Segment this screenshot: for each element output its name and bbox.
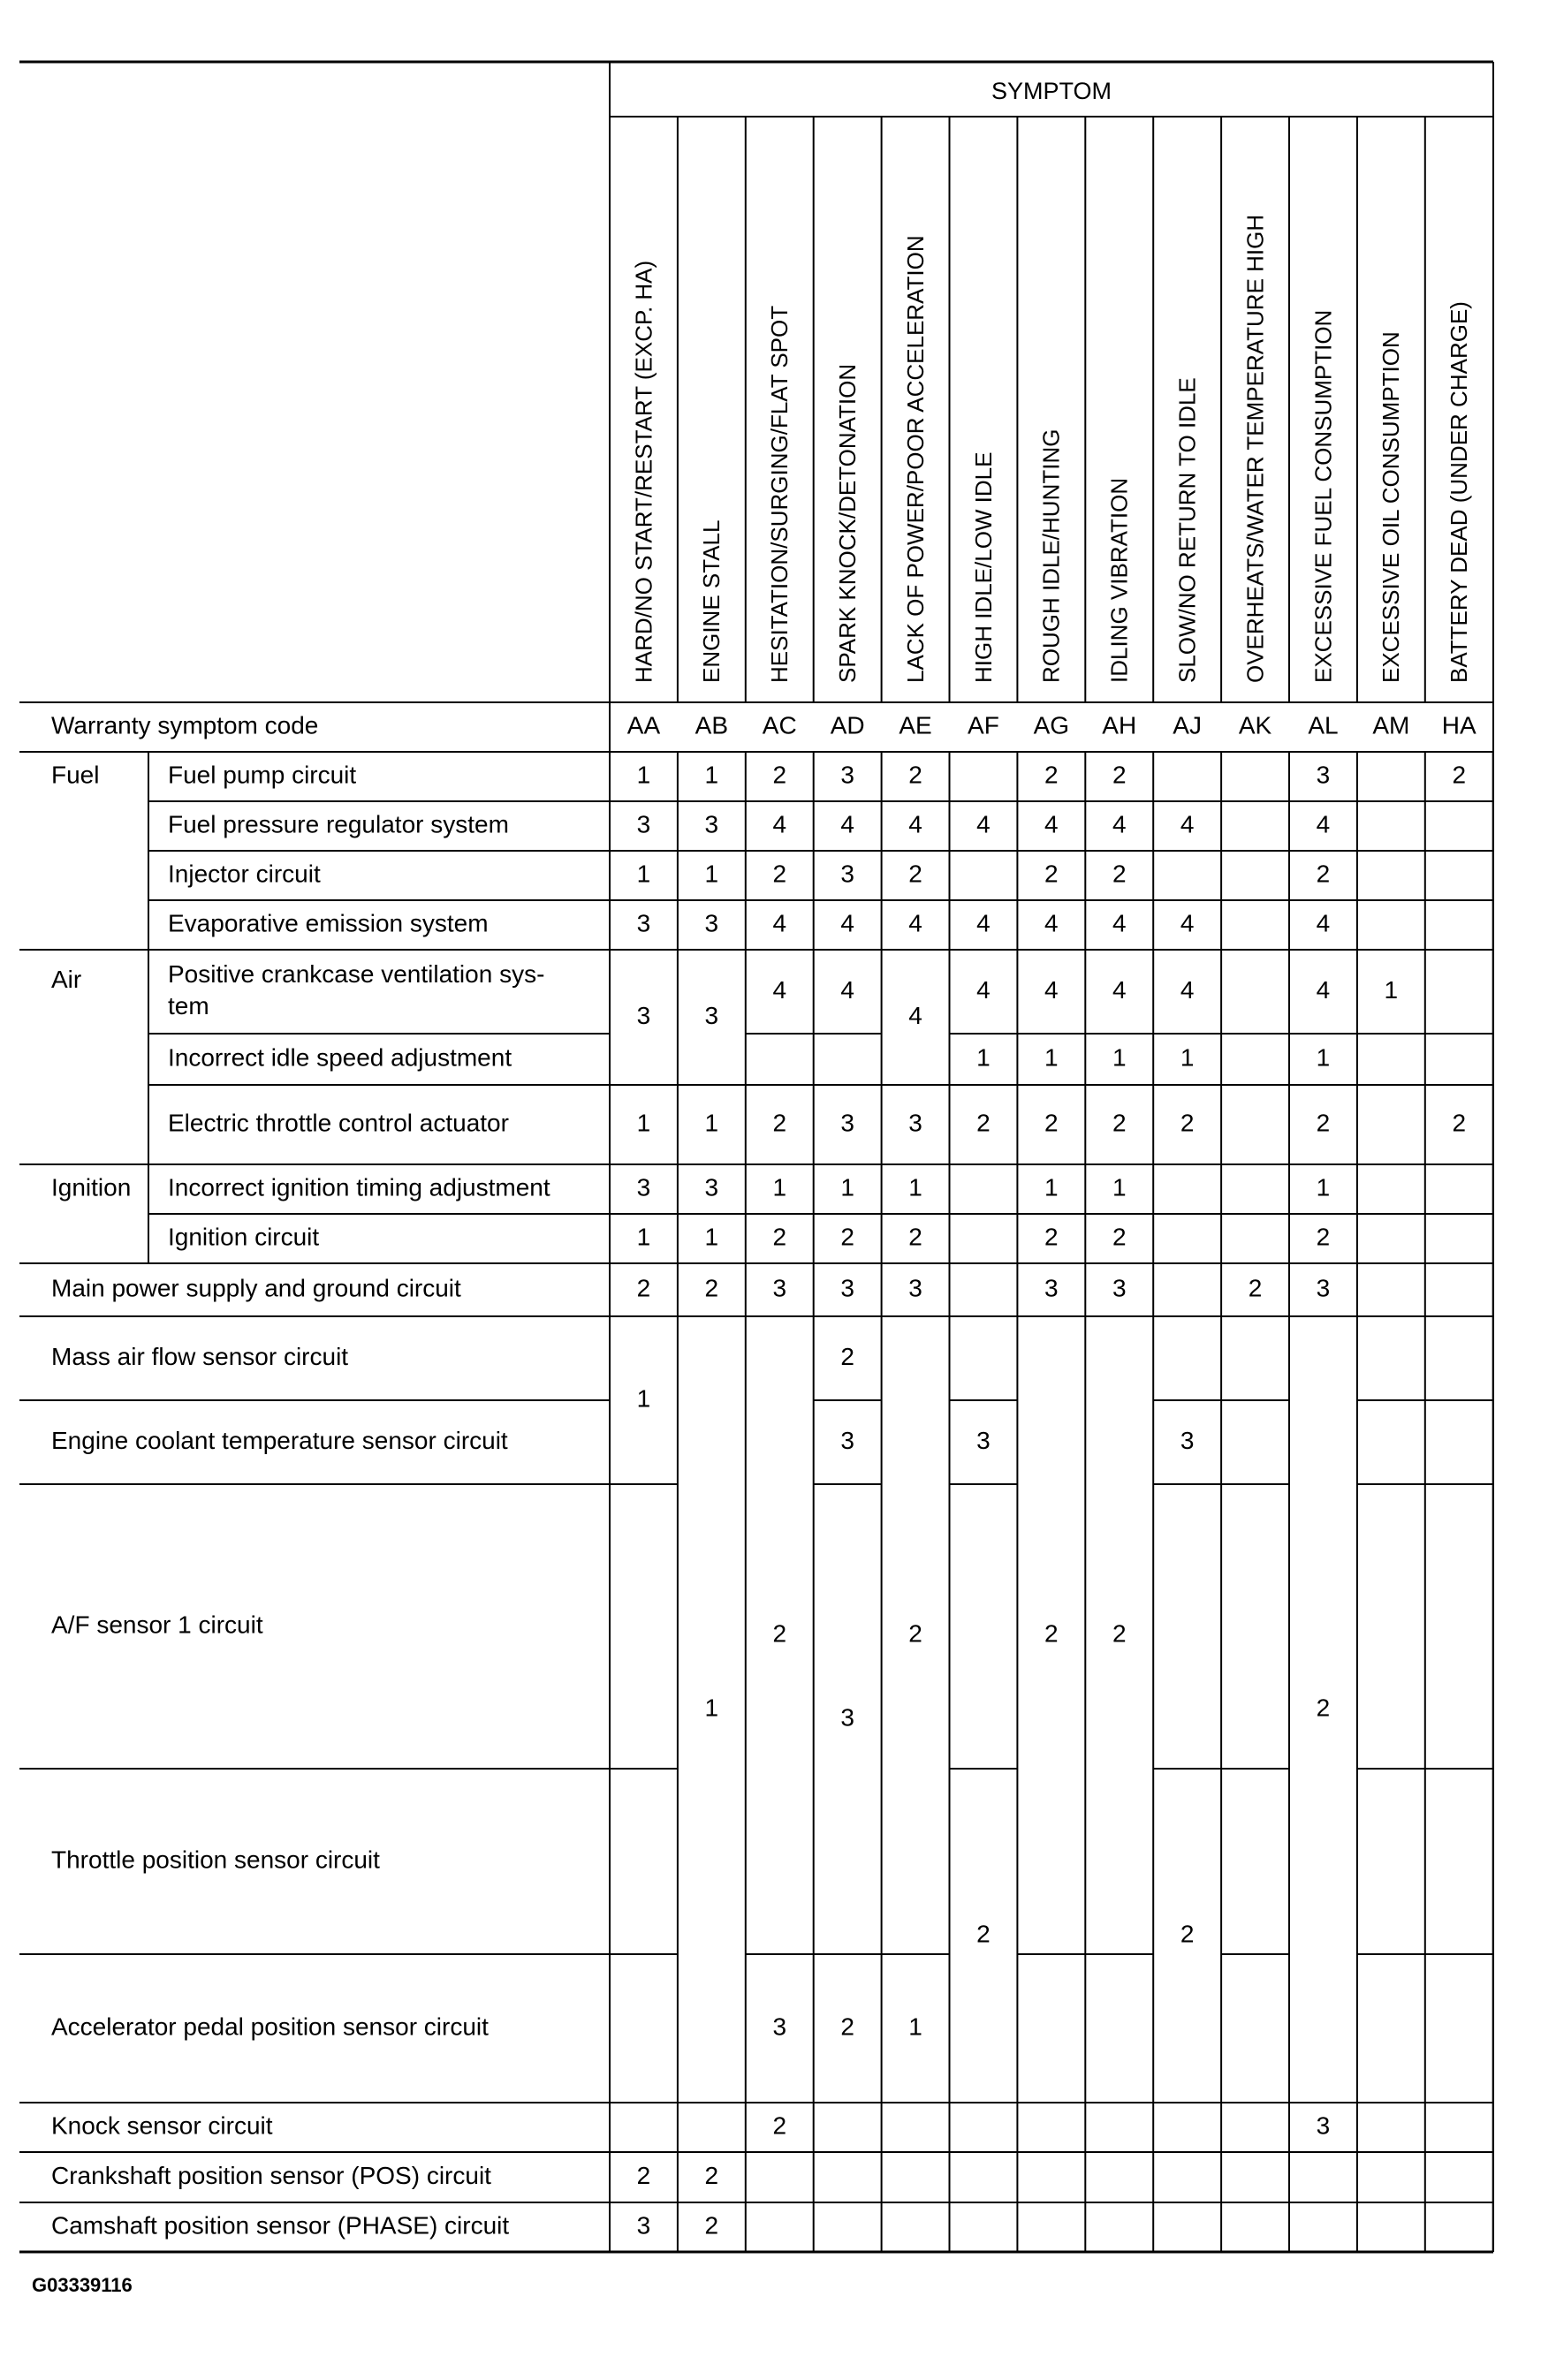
item-label: Incorrect ignition timing adjustment [168,1173,550,1201]
symptom-label: IDLING VIBRATION [1105,477,1133,683]
priority-value: 4 [976,810,991,838]
symptom-code: AF [968,711,999,739]
priority-value: 4 [1316,975,1331,1004]
priority-value: 2 [840,1223,854,1251]
priority-value: 4 [1044,975,1059,1004]
priority-value: 3 [772,2012,787,2041]
priority-value: 2 [1316,860,1331,888]
priority-value: 2 [908,761,922,789]
priority-value: 2 [908,860,922,888]
priority-value: 4 [1044,810,1059,838]
symptom-code: AE [899,711,932,739]
priority-value: 4 [840,909,854,937]
priority-value: 3 [1316,1274,1331,1302]
priority-value: 2 [1452,1109,1467,1137]
priority-value: 2 [636,1274,651,1302]
priority-value: 1 [1316,1043,1331,1072]
priority-value: 2 [1044,1109,1059,1137]
priority-value: 2 [1044,1223,1059,1251]
priority-value: 4 [976,975,991,1004]
symptom-code: AM [1372,711,1410,739]
priority-value: 3 [1180,1426,1195,1454]
priority-value: 1 [704,1109,719,1137]
priority-value: 2 [772,1223,787,1251]
priority-value: 3 [1316,2111,1331,2140]
priority-value: 2 [772,1619,787,1648]
priority-value: 4 [1044,909,1059,937]
priority-value: 2 [1044,761,1059,789]
priority-value: 1 [908,1173,922,1201]
item-label: tem [168,991,209,1019]
priority-value: 3 [1316,761,1331,789]
priority-value: 1 [636,761,651,789]
figure-id: G03339116 [32,2274,133,2296]
symptom-label: LACK OF POWER/POOR ACCELERATION [901,235,929,683]
symptom-label: OVERHEATS/WATER TEMPERATURE HIGH [1241,214,1269,683]
item-label: Injector circuit [168,860,321,888]
item-label: Fuel pump circuit [168,761,357,789]
priority-value: 1 [908,2012,922,2041]
priority-value: 4 [772,810,787,838]
priority-value: 1 [636,1384,651,1413]
item-label: Accelerator pedal position sensor circuit [51,2012,489,2041]
priority-value: 3 [840,860,854,888]
priority-value: 4 [1180,975,1195,1004]
priority-value: 1 [636,1109,651,1137]
priority-value: 2 [704,2211,719,2240]
priority-value: 2 [1316,1223,1331,1251]
symptom-label: EXCESSIVE FUEL CONSUMPTION [1309,309,1337,683]
priority-value: 2 [1044,1619,1059,1648]
priority-value: 1 [704,761,719,789]
symptom-code: AL [1308,711,1339,739]
priority-value: 1 [704,860,719,888]
item-label: Fuel pressure regulator system [168,810,509,838]
priority-value: 4 [1316,909,1331,937]
priority-value: 4 [1112,975,1127,1004]
priority-value: 1 [704,1694,719,1722]
priority-value: 1 [976,1043,991,1072]
item-label: Crankshaft position sensor (POS) circuit [51,2161,491,2189]
item-label: Positive crankcase ventilation sys- [168,959,545,988]
symptom-code: AK [1238,711,1272,739]
priority-value: 2 [1316,1109,1331,1137]
priority-value: 3 [840,1109,854,1137]
priority-value: 4 [840,975,854,1004]
symptom-code: AD [830,711,865,739]
symptom-label: HESITATION/SURGING/FLAT SPOT [766,305,793,683]
symptom-code: HA [1441,711,1476,739]
symptom-label: SLOW/NO RETURN TO IDLE [1173,377,1201,683]
priority-value: 4 [908,909,922,937]
priority-value: 1 [1180,1043,1195,1072]
priority-value: 3 [704,810,719,838]
item-label: Evaporative emission system [168,909,489,937]
symptom-label: SPARK KNOCK/DETONATION [834,363,862,683]
priority-value: 4 [1180,810,1195,838]
priority-value: 3 [840,1274,854,1302]
priority-value: 2 [1248,1274,1263,1302]
priority-value: 2 [976,1920,991,1948]
priority-value: 3 [636,909,651,937]
priority-value: 3 [704,909,719,937]
item-label: Knock sensor circuit [51,2111,273,2140]
priority-value: 3 [704,1001,719,1029]
priority-value: 2 [1180,1920,1195,1948]
priority-value: 3 [636,810,651,838]
symptom-label: HIGH IDLE/LOW IDLE [969,451,997,683]
priority-value: 2 [1452,761,1467,789]
priority-value: 2 [840,2012,854,2041]
priority-value: 2 [1112,1619,1127,1648]
priority-value: 3 [908,1109,922,1137]
priority-value: 2 [1112,761,1127,789]
priority-value: 2 [840,1342,854,1370]
priority-value: 3 [976,1426,991,1454]
priority-value: 1 [636,860,651,888]
priority-value: 3 [636,1173,651,1201]
group-label: Air [51,965,82,993]
priority-value: 2 [1112,1109,1127,1137]
symptom-label: ROUGH IDLE/HUNTING [1037,428,1065,683]
symptom-label: ENGINE STALL [698,519,725,683]
group-label: Ignition [51,1173,132,1201]
item-label: Main power supply and ground circuit [51,1274,461,1302]
priority-value: 4 [1180,909,1195,937]
priority-value: 4 [840,810,854,838]
item-label: Incorrect idle speed adjustment [168,1043,512,1072]
priority-value: 3 [636,2211,651,2240]
priority-value: 3 [772,1274,787,1302]
priority-value: 3 [1112,1274,1127,1302]
symptom-code: AH [1102,711,1137,739]
item-label: Camshaft position sensor (PHASE) circuit [51,2211,510,2240]
priority-value: 2 [1180,1109,1195,1137]
priority-value: 4 [1112,909,1127,937]
priority-value: 2 [704,2161,719,2189]
priority-value: 3 [704,1173,719,1201]
priority-value: 3 [908,1274,922,1302]
priority-value: 1 [772,1173,787,1201]
priority-value: 2 [1112,860,1127,888]
priority-value: 1 [1044,1043,1059,1072]
priority-value: 4 [772,909,787,937]
priority-value: 1 [840,1173,854,1201]
symptom-label: BATTERY DEAD (UNDER CHARGE) [1446,301,1473,683]
priority-value: 2 [704,1274,719,1302]
priority-value: 4 [908,1001,922,1029]
priority-value: 2 [772,1109,787,1137]
priority-value: 1 [704,1223,719,1251]
priority-value: 1 [1044,1173,1059,1201]
priority-value: 4 [908,810,922,838]
warranty-code-label: Warranty symptom code [51,711,319,739]
priority-value: 2 [1316,1694,1331,1722]
priority-value: 1 [1112,1173,1127,1201]
priority-value: 2 [908,1619,922,1648]
symptom-code: AG [1033,711,1070,739]
priority-value: 3 [1044,1274,1059,1302]
item-label: Throttle position sensor circuit [51,1846,380,1874]
group-label: Fuel [51,761,100,789]
priority-value: 1 [636,1223,651,1251]
symptom-label: HARD/NO START/RESTART (EXCP. HA) [630,260,657,683]
priority-value: 3 [840,761,854,789]
item-label: Ignition circuit [168,1223,320,1251]
priority-value: 2 [908,1223,922,1251]
priority-value: 2 [772,761,787,789]
priority-value: 3 [636,1001,651,1029]
priority-value: 2 [1112,1223,1127,1251]
priority-value: 2 [772,860,787,888]
symptom-code: AB [695,711,729,739]
priority-value: 4 [1316,810,1331,838]
symptom-label: EXCESSIVE OIL CONSUMPTION [1378,331,1405,683]
item-label: A/F sensor 1 circuit [51,1611,263,1639]
priority-value: 2 [772,2111,787,2140]
item-label: Engine coolant temperature sensor circuit [51,1426,508,1454]
symptom-header: SYMPTOM [991,78,1112,105]
priority-value: 4 [1112,810,1127,838]
symptom-code: AC [762,711,797,739]
item-label: Electric throttle control actuator [168,1109,509,1137]
symptom-code: AA [626,711,661,739]
priority-value: 3 [840,1703,854,1732]
symptom-code: AJ [1173,711,1202,739]
priority-value: 2 [976,1109,991,1137]
priority-value: 2 [1044,860,1059,888]
priority-value: 2 [636,2161,651,2189]
priority-value: 3 [840,1426,854,1454]
item-label: Mass air flow sensor circuit [51,1342,349,1370]
priority-value: 1 [1112,1043,1127,1072]
priority-value: 1 [1384,975,1399,1004]
priority-value: 4 [976,909,991,937]
priority-value: 4 [772,975,787,1004]
priority-value: 1 [1316,1173,1331,1201]
